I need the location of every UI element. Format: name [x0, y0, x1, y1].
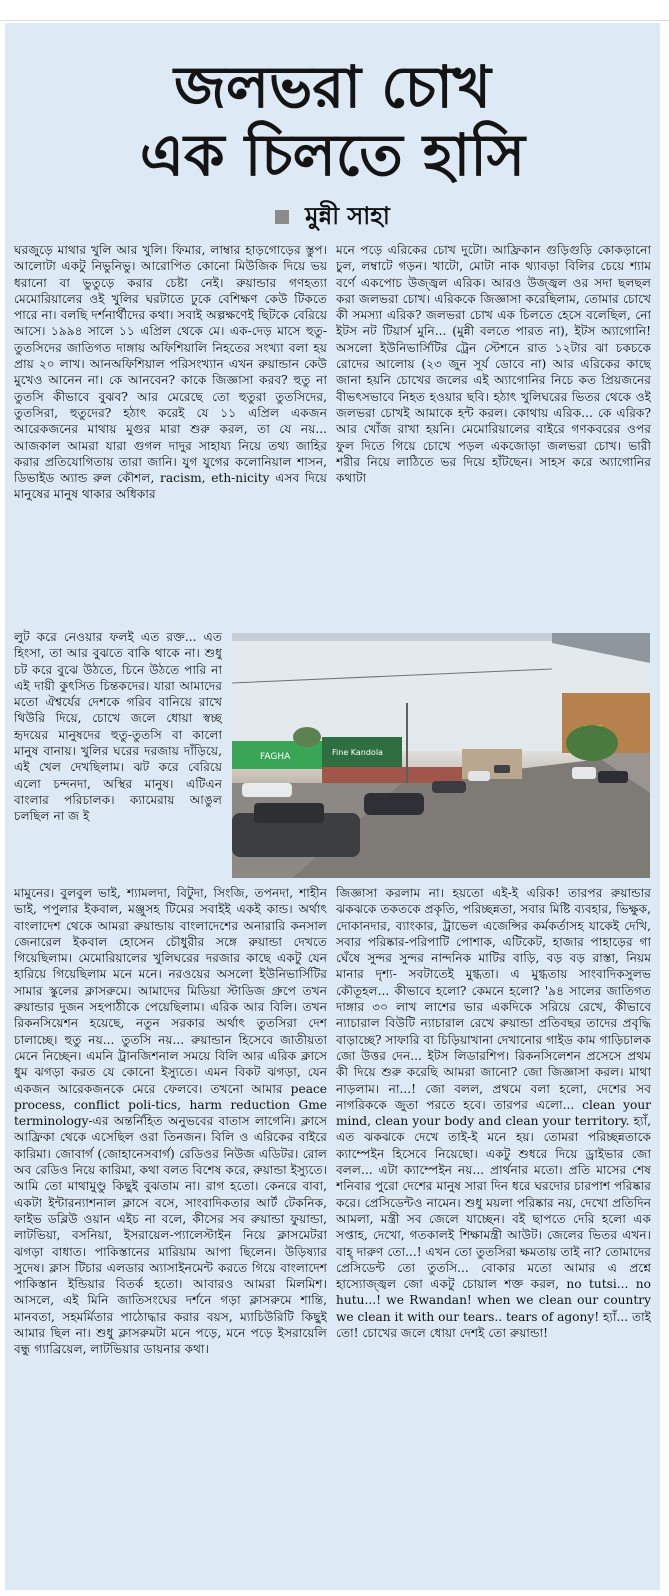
headline-line-2: এক চিলতে হাসি: [139, 121, 526, 189]
billboard-left-text: FAGHA: [260, 752, 291, 762]
column-2-bottom-text: জিজ্ঞাসা করলাম না। হয়তো এই-ই এরিক! তারপর রুয়ান্ডার ঝকঝকে তকতকে প্রকৃতি, পরিচ্ছন্নতা, সবার মিষ্টি ব্যবহার, ভিক্ষুক, দোকানদার, ব্যাংকার, ট্রাভেল এজেন্সির কর্মকর্তাসহ যাকেই দেখি, সবার পরিষ্কার-পরিপাটি পোশাক, এটিকেট, হাজার পাহাড়ের গা ঘেঁষে সুন্দর সুন্দর নান্দনিক মাটির বাড়ি, বড় বড় রাস্তা, নিয়ম মানার দৃশ্য- সবটাতেই মুগ্ধতা। এ মুগ্ধতায় সাংবাদিকসুলভ কৌতূহল... কীভাবে হলো? কেমনে হলো? '৯৪ সালের জাতিগত দাঙ্গার ৩০ লাখ লাশের ভার একদিকে সরিয়ে রেখে, কীভাবে ন্যাচারাল বিউটি ন্যাচারাল রেখে রুয়ান্ডা প্রতিবছর তাদের প্রবৃদ্ধি বাড়াচ্ছে? সাফারি বা চিড়িয়াখানা দেখানোর গাইড কাম গাড়িচালক জো উত্তর দেন... ইটস লিডারশিপ। রিকনসিলেশন প্রসেসে প্রথম কী দিয়ে শুরু করেছি আমরা জানো? জো জিজ্ঞাসা করল। মাথা নাড়লাম। না...! জো বলল, প্রথমে বলা হলো, দেশের সব নাগরিককে জুতা পরতে হবে। তারপর এলো... clean your mind, clean your body and clean your territory. হ্যাঁ, এত ঝকঝকে দেখে তাই-ই মনে হয়। তোমরা পরিচ্ছন্নতাকে ক্যাম্পেইন হিসেবে নিয়েছো। একটু শুধরে দিয়ে ড্রাইভার জো বলল... এটা ক্যাম্পেইন নয়... প্রার্থনার মতো। প্রতি মাসের শেষ শনিবার পুরো দেশের মানুষ সারা দিন ধরে ঘরদোর চারপাশ পরিষ্কার করে। প্রেসিডেন্টও নামেন। শুধু ময়লা পরিষ্কার নয়, দেখো প্রতিদিন আমলা, মন্ত্রী সব জেলে যাচ্ছেন। বই ছাপতে দেরি হলো এক সপ্তাহ, দেখো, গতকালই শিক্ষামন্ত্রী আউট। জেলের ভিতর এখন। বাহ্‌ দারুণ তো...! এখন তো তুতসিরা ক্ষমতায় তাই না? তোমাদের প্রেসিডেন্ট তো তুতসি... বোকার মতো আমার এ প্রশ্নে হাস্যোজ্জ্বল জো একটু চোয়াল শক্ত করল, no tutsi... no hutu...! we Rwandan! when we clean our country we clean it with our tears.. tears of agony! হ্যাঁ... তাই তো! চোখের জলে ধোয়া দেশই তো রুয়ান্ডা!: [336, 886, 651, 1341]
column-1-side-text: লুট করে নেওয়ার ফলই এত রক্ত... এত হিংসা, তা আর বুঝতে বাকি থাকে না। শুধু চট করে বুঝে উঠতে, চিনে উঠতে পারি না এই দায়ী কুৎসিত চিন্তকদের। যারা আমাদের মতো ঐশ্বর্যের দেশকে গরিব বানিয়ে রাখে থিউরি দিয়ে, চোখে জলে ধোয়া স্বচ্ছ হৃদয়ের মানুষদের হুতু-তুতসি বা কালো মানুষ বানায়। খুলির ঘরের দরজায় দাঁড়িয়ে, এই খেল দেখছিলাম। ঝট করে বেরিয়ে এলো চন্দনদা, অস্থির মানুষ। এটিএন বাংলার পরিচালক। ক্যামেরায় আঙুল চলছিল না জ ই: [14, 630, 222, 824]
byline-square-icon: [275, 210, 289, 224]
article-page: [5, 23, 660, 1590]
headline: [5, 53, 660, 189]
author-name: মুন্নী সাহা: [305, 202, 390, 230]
street-scene-image: [232, 633, 650, 878]
billboard-right-text: Fine Kandola: [332, 748, 383, 757]
headline-line-1: জলভরা চোখ: [174, 53, 491, 121]
column-1-top-text: ঘরজুড়ে মাথার খুলি আর খুলি। ফিমার, লাম্বার হাড়গোড়ের স্তুপ। আলোটা একটু নিভুনিভু। আরোপিত কোনো মিউজিক দিয়ে ভয় ধরানো বা ভুতুড়ে করার চেষ্টা নেই। রুয়ান্ডার গণহত্যা মেমোরিয়ালের ওই খুলির ঘরটাতে ঢুকে বেশিক্ষণ কেউ টিকতে পারে না। বলছি দর্শনার্থীদের কথা। সবাই অল্পক্ষণেই ছিটকে বেরিয়ে আসে। ১৯৯৪ সালে ১১ এপ্রিল থেকে মে। এক-দেড় মাসে হুতু-তুতসিদের জাতিগত দাঙ্গায় অফিশিয়ালি নিহতের সংখ্যা বলা হয় প্রায় ২০ লাখ। আনঅফিশিয়াল পরিসংখ্যান এখন রুয়ান্ডান কেউ মুখেও আনেন না। কে আনবেন? কাকে জিজ্ঞাসা করব? হুতু না তুতসি কীভাবে বুঝব? আর মেরেছে তো হুতুরা তুতসিদের, তুতসিরা, হুতুদের? হঠাৎ করেই যে ১১ এপ্রিল একজন আরেকজনের মাথায় মুগুর মারা শুরু করল, তা যে নয়... আজকাল আমরা যারা গুগল দাদুর সাহায্য নিয়ে তথ্য জাহির করার প্রতিযোগিতায় তারা জানি। যুগ যুগের কলোনিয়াল শাসন, ডিভাইড অ্যান্ড রুল কৌশল, racism, eth-nicity এসব দিয়ে মানুষের মানুষ থাকার অধিকার: [14, 243, 327, 502]
byline: [5, 199, 660, 233]
column-2-top-text: মনে পড়ে এরিকের চোখ দুটো। আফ্রিকান গুড়িগুড়ি কোকড়ানো চুল, লম্বাটে গড়ন। খাটো, মোটা নাক থ্যাবড়া বিলির চেয়ে শ্যাম বর্ণে একপোচ উজ্জ্বল এরিক। আরও উজ্জ্বল ওর সদা ছলছল করা জলভরা চোখ। এরিককে জিজ্ঞাসা করেছিলাম, তোমার চোখে কী সমস্যা এরিক? জলভরা চোখ এক চিলতে হেসে বলেছিল, নো ইটস নট টিয়ার্স মুনি... (মুন্নী বলতে পারত না), ইটস অ্যাগোনি! অসলো ইউনিভার্সিটির ট্রেন স্টেশনে রাত ১২টার ঝা চকচকে রোদের আলোয় (২৩ জুন সূর্য ডোবে না) আর এরিকের কাছে জানা হয়নি চোখের জলের এই অ্যাগোনির নিচে কত প্রিয়জনের বীভৎসভাবে নিহত হওয়ার ছবি। হঠাৎ খুলিঘরের ভিতর থেকে ওই জলভরা চোখই আমাকে হন্ট করল। কোথায় এরিক... কে এরিক? আর খোঁজ রাখা হয়নি। মেমোরিয়ালের বাইরে গণকবরের ওপর ফুল দিতে গিয়ে চোখে পড়ল একজোড়া জলভরা চোখ। ভারী শরীর নিয়ে লাঠিতে ভর দিয়ে হাঁটছেন। সাহস করে অ্যাগোনির কথাটা: [336, 243, 651, 486]
column-1-bottom-text: মামুনের। বুলবুল ভাই, শ্যামলদা, বিটুদা, সিংজি, তপনদা, শাহীন ভাই, পপুলার ইকবাল, মঞ্জুসহ টিমের সবাইই একই কান্ড। অর্থাৎ বাংলাদেশ থেকে আমরা রুয়ান্ডায় বাংলাদেশের অনারারি কনসাল জেনারেল ইকবাল হোসেন চৌধুরীর সঙ্গে রুয়ান্ডা দেখতে গিয়েছিলাম। মেমোরিয়ালের খুলিঘরের দরজার কাছে একটু যেন হারিয়ে গিয়েছিলাম মনে মনে। নরওয়ের অসলো ইউনিভার্সিটির সামার স্কুলের ক্লাসরুমে। আমাদের মিডিয়া স্টাডিজ গ্রুপে তখন রুয়ান্ডার দুজন সহপাঠীকে পেয়েছিলাম। এরিক আর বিলি। তখন রিকনসিয়েশন হয়েছে, নতুন সরকার অর্থাৎ তুতসিরা দেশ চালাচ্ছে। হুতু নয়... তুতসি নয়... রুয়ান্ডান হিসেবে জাতীয়তা মেনে নিচ্ছেন। এমনি ট্রানজিশনাল সময়ে বিলি আর এরিক ক্লাসে ধুম ঝগড়া করত যে কোনো ইস্যুতে। এমন বিকট ঝগড়া, যেন একজন আরেকজনকে মেরে ফেলবে। তখনো আমার peace process, conflict poli-tics, harm reduction Gme terminology-এর অন্তর্নিহিত অনুভবের বাতাস লাগেনি। ক্লাসে আফ্রিকা থেকে এসেছিল ওরা তিনজন। বিলি ও এরিকের বাইরে কারিমা। জোবার্গ (জোহানেসবার্গ) রেডিওর নিউজ এডিটর। রোল অব রেডিও নিয়ে কারিমা, কথা বলত বিশেষ করে, রুয়ান্ডা ইস্যুতে। আমি তো মাথামুণ্ডু কিছুই বুঝতাম না। রাগ হতো। কেনরে বাবা, একটা ইন্টারন্যাশনাল ক্লাসে বসে, সাংবাদিকতার আর্ট টেকনিক, ফাইভ ডব্লিউ ওয়ান এইচ না বলে, কীসের সব রুয়ান্ডা ফুয়ান্ডা, লাটভিয়া, বসনিয়া, ইসরায়েল-প্যালেস্টাইন নিয়ে ক্লাসমেটরা ঝগড়া বাধাত। পাকিস্তানের মারিয়াম আপা ছিলেন। উড়িষ্যার সুদেষ। ক্লাস টিচার এলডার অ্যাসাইনমেন্ট করতে গিয়ে বাংলাদেশ পাকিস্তান ইন্ডিয়ার বিতর্ক হতো। আবারও আমরা মিলমিশ। আসলে, এই মিনি জাতিসংঘের দর্শনে গড়া ক্লাসরুমে শান্তি, মানবতা, সহমর্মিতার পাঠোদ্ধার করার বয়স, ম্যাচিউরিটি কিছুই আমার ছিল না। শুধু ক্লাসরুমটা মনে পড়ে, মনে পড়ে ইসরায়েলি বন্ধু গ্যাব্রিয়েল, লাটভিয়ার ডায়নার কথা।: [14, 886, 327, 1357]
top-rule: [0, 20, 669, 21]
street-photo: [232, 633, 650, 878]
